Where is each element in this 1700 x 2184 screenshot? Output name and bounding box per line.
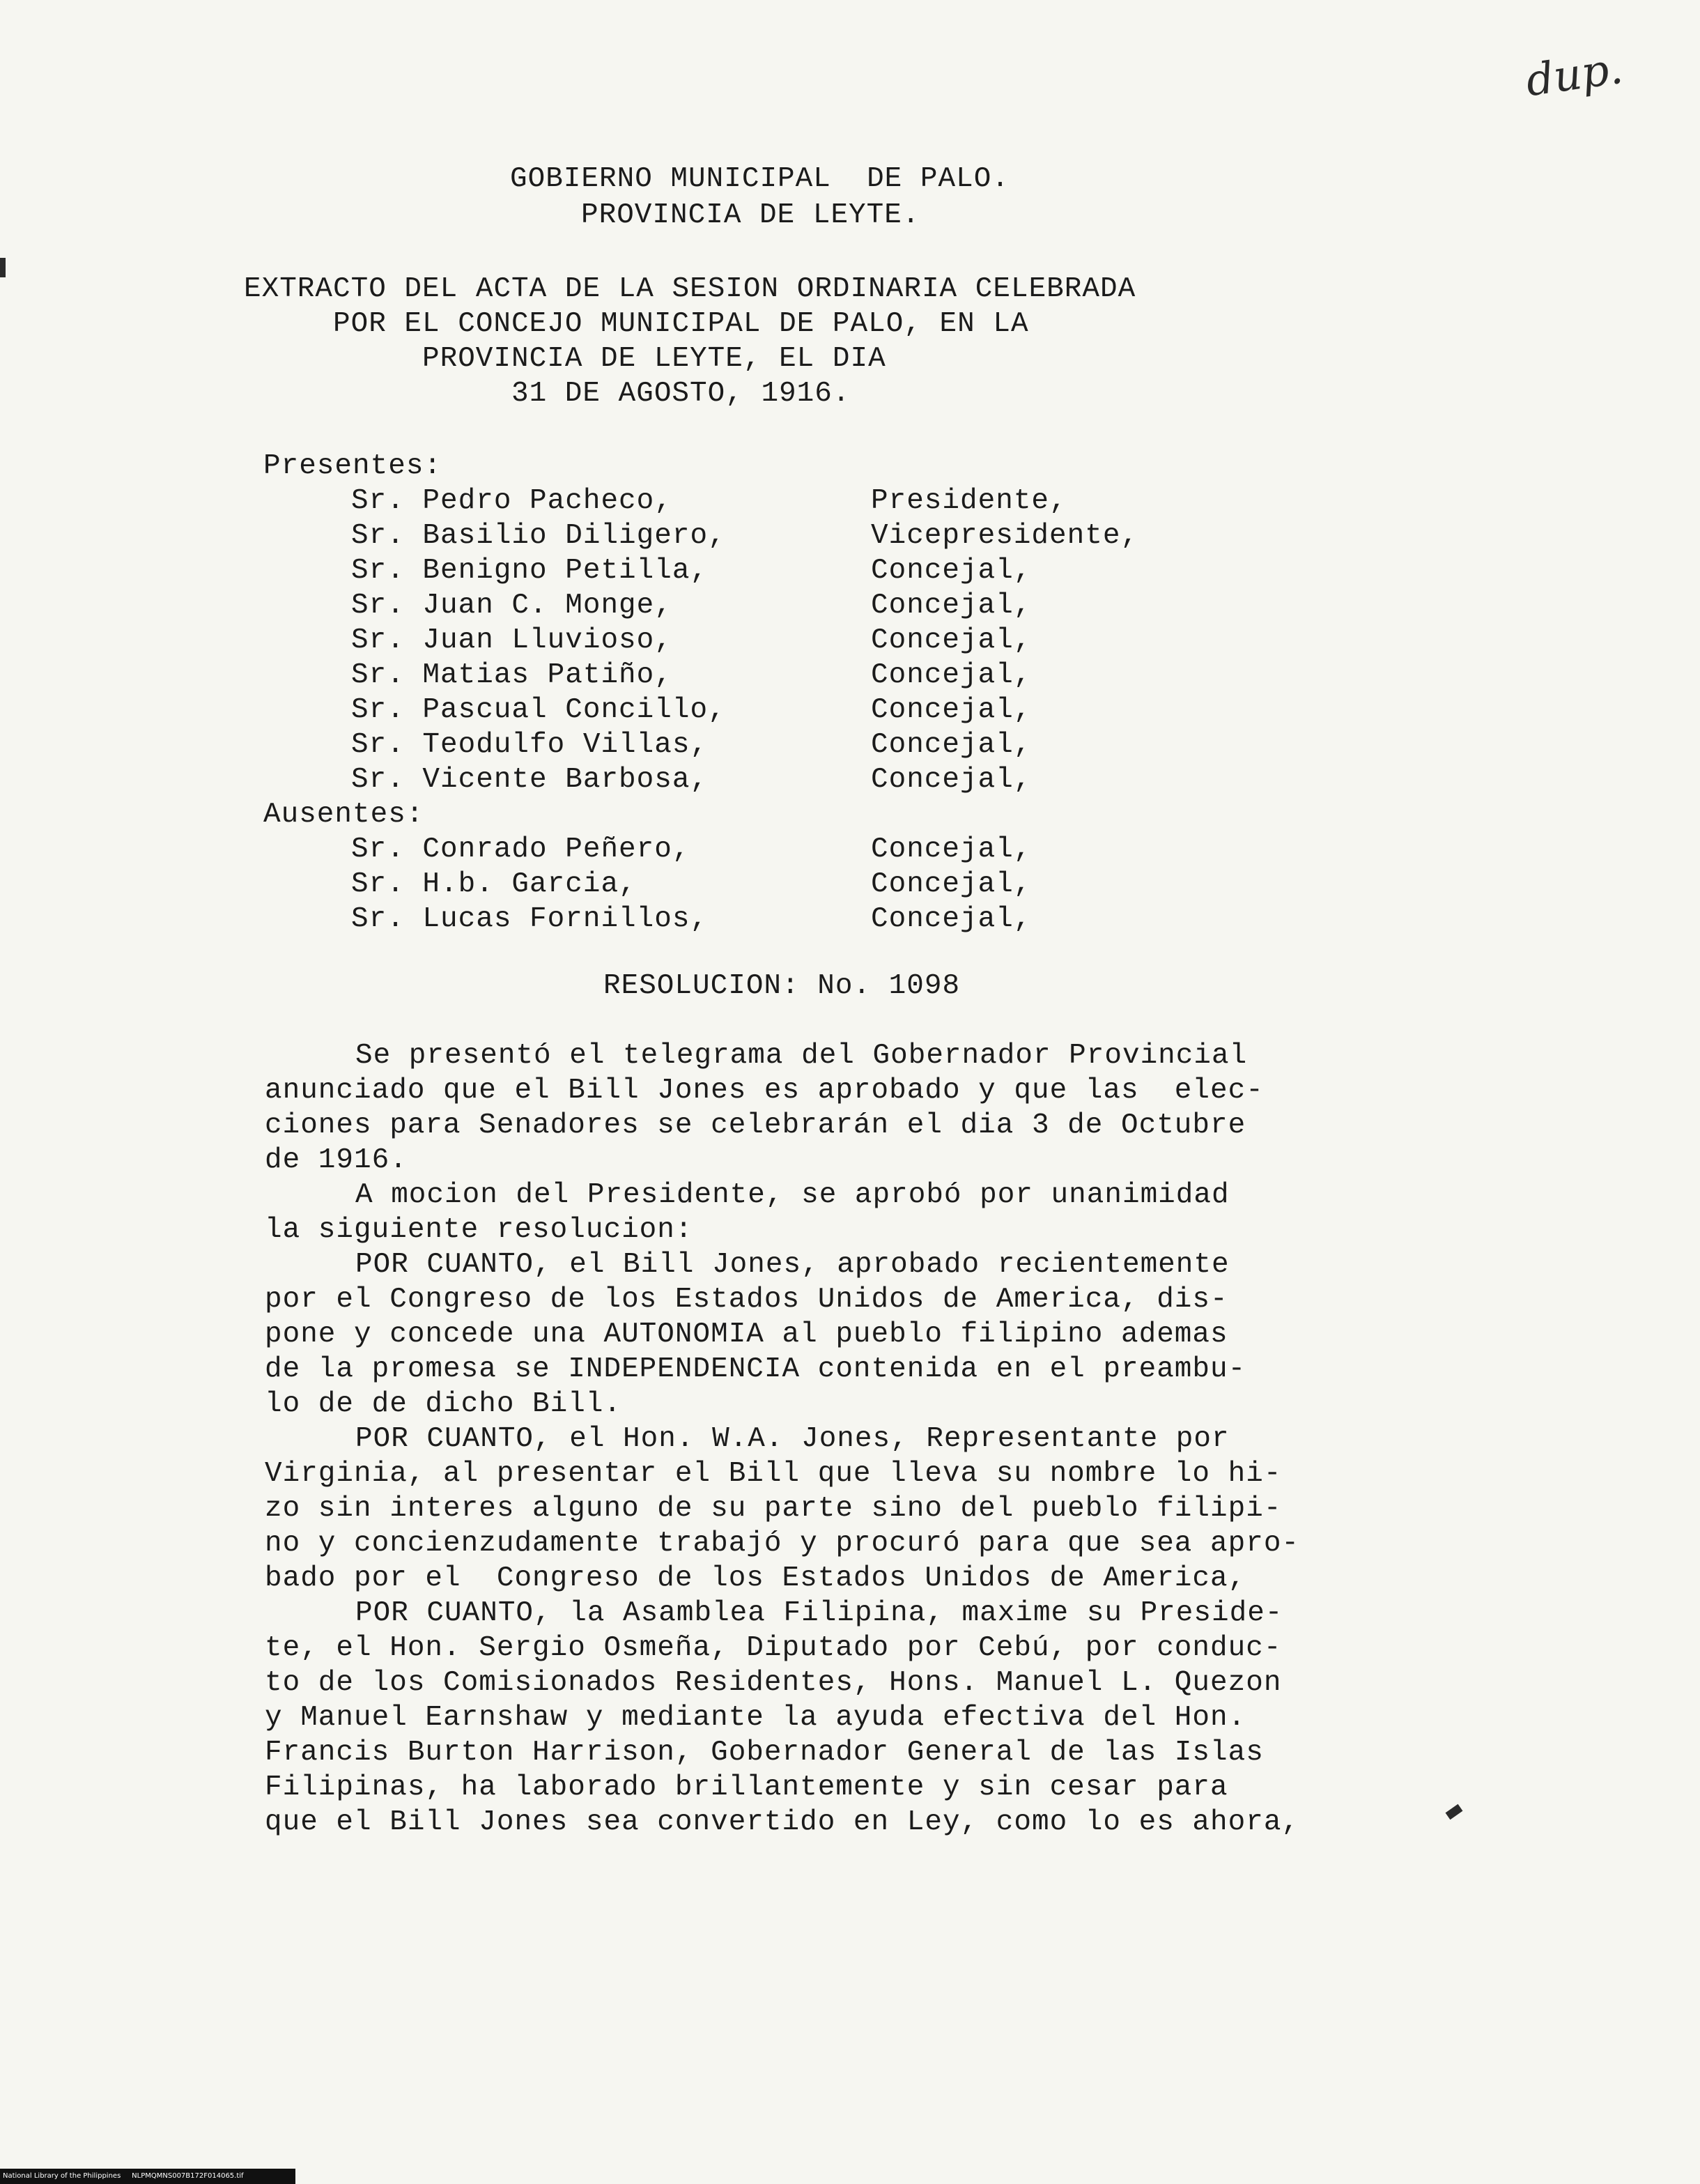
- attendee-name: Sr. Teodulfo Villas,: [351, 729, 709, 761]
- attendee-role: Concejal,: [871, 729, 1032, 761]
- attendee-role: Concejal,: [871, 903, 1032, 935]
- attendee-name: Sr. Lucas Fornillos,: [351, 903, 709, 935]
- body-line: lo de de dicho Bill.: [265, 1388, 622, 1420]
- attendee-name: Sr. Juan C. Monge,: [351, 590, 672, 622]
- attendee-role: Concejal,: [871, 659, 1032, 691]
- presentes-label: Presentes:: [263, 450, 442, 482]
- attendee-row: [351, 588, 1466, 623]
- header-province: PROVINCIA DE LEYTE.: [581, 199, 920, 231]
- body-line: que el Bill Jones sea convertido en Ley, como lo es ahora,: [265, 1806, 1300, 1838]
- archive-footer: National Library of the Philippines NLPMQMNS007B172F014065.tif: [0, 2169, 295, 2184]
- attendee-row: [351, 518, 1466, 553]
- attendee-name: Sr. Matias Patiño,: [351, 659, 672, 691]
- attendee-name: Sr. Juan Lluvioso,: [351, 624, 672, 656]
- resolution-body: [265, 1038, 1299, 1840]
- body-line: Virginia, al presentar el Bill que lleva su nombre lo hi-: [265, 1458, 1282, 1490]
- body-line: POR CUANTO, la Asamblea Filipina, maxime su Preside-: [355, 1597, 1283, 1629]
- attendee-role: Concejal,: [871, 868, 1032, 900]
- header-municipality: GOBIERNO MUNICIPAL DE PALO.: [510, 163, 1010, 195]
- ink-mark: [1446, 1804, 1463, 1820]
- attendee-row: [351, 484, 1466, 518]
- attendee-row: [351, 553, 1466, 588]
- attendee-row: [351, 867, 1466, 902]
- body-line: POR CUANTO, el Hon. W.A. Jones, Representante por: [355, 1423, 1230, 1455]
- attendee-row: [351, 693, 1466, 728]
- body-line: anunciado que el Bill Jones es aprobado y que las elec-: [265, 1075, 1264, 1107]
- attendee-row: [351, 902, 1466, 937]
- body-line: Se presentó el telegrama del Gobernador Provincial: [355, 1040, 1248, 1072]
- extract-title-line: EXTRACTO DEL ACTA DE LA SESION ORDINARIA CELEBRADA: [244, 273, 1136, 305]
- resolution-title: RESOLUCION: No. 1098: [603, 970, 961, 1002]
- body-line: POR CUANTO, el Bill Jones, aprobado recientemente: [355, 1249, 1230, 1281]
- attendee-row: [351, 832, 1466, 867]
- attendee-role: Concejal,: [871, 833, 1032, 866]
- extract-date: 31 DE AGOSTO, 1916.: [511, 378, 851, 410]
- attendee-role: Vicepresidente,: [871, 520, 1139, 552]
- body-line: A mocion del Presidente, se aprobó por unanimidad: [355, 1179, 1230, 1211]
- body-line: te, el Hon. Sergio Osmeña, Diputado por Cebú, por conduc-: [265, 1632, 1282, 1664]
- handwritten-annotation: dup.: [1522, 42, 1626, 107]
- body-line: no y concienzudamente trabajó y procuró para que sea apro-: [265, 1528, 1300, 1560]
- attendee-name: Sr. Basilio Diligero,: [351, 520, 726, 552]
- body-line: la siguiente resolucion:: [265, 1214, 693, 1246]
- attendee-name: Sr. Pascual Concillo,: [351, 694, 726, 726]
- extract-title-line: POR EL CONCEJO MUNICIPAL DE PALO, EN LA: [333, 308, 1029, 340]
- extract-title-line: PROVINCIA DE LEYTE, EL DIA: [422, 343, 886, 375]
- body-line: bado por el Congreso de los Estados Unidos de America,: [265, 1562, 1246, 1594]
- attendee-role: Concejal,: [871, 694, 1032, 726]
- attendee-role: Concejal,: [871, 764, 1032, 796]
- attendee-name: Sr. Pedro Pacheco,: [351, 485, 672, 517]
- body-line: Filipinas, ha laborado brillantemente y sin cesar para: [265, 1771, 1228, 1804]
- body-line: zo sin interes alguno de su parte sino del pueblo filipi-: [265, 1493, 1282, 1525]
- ink-mark: [0, 258, 6, 277]
- attendee-row: [351, 623, 1466, 658]
- attendee-row: [351, 762, 1466, 797]
- body-line: y Manuel Earnshaw y mediante la ayuda efectiva del Hon.: [265, 1702, 1246, 1734]
- attendee-role: Concejal,: [871, 624, 1032, 656]
- attendee-role: Concejal,: [871, 555, 1032, 587]
- body-line: ciones para Senadores se celebrarán el dia 3 de Octubre: [265, 1109, 1246, 1141]
- attendee-name: Sr. Benigno Petilla,: [351, 555, 709, 587]
- body-line: de la promesa se INDEPENDENCIA contenida en el preambu-: [265, 1353, 1246, 1385]
- attendee-name: Sr. Vicente Barbosa,: [351, 764, 709, 796]
- attendee-name: Sr. Conrado Peñero,: [351, 833, 690, 866]
- body-line: pone y concede una AUTONOMIA al pueblo filipino ademas: [265, 1318, 1228, 1351]
- body-line: Francis Burton Harrison, Gobernador General de las Islas: [265, 1737, 1264, 1769]
- body-line: de 1916.: [265, 1144, 408, 1176]
- attendee-name: Sr. H.b. Garcia,: [351, 868, 637, 900]
- ausentes-label: Ausentes:: [263, 799, 424, 831]
- attendee-row: [351, 728, 1466, 762]
- body-line: por el Congreso de los Estados Unidos de America, dis-: [265, 1284, 1228, 1316]
- attendee-role: Concejal,: [871, 590, 1032, 622]
- body-line: to de los Comisionados Residentes, Hons. Manuel L. Quezon: [265, 1667, 1282, 1699]
- attendee-role: Presidente,: [871, 485, 1067, 517]
- attendee-row: [351, 658, 1466, 693]
